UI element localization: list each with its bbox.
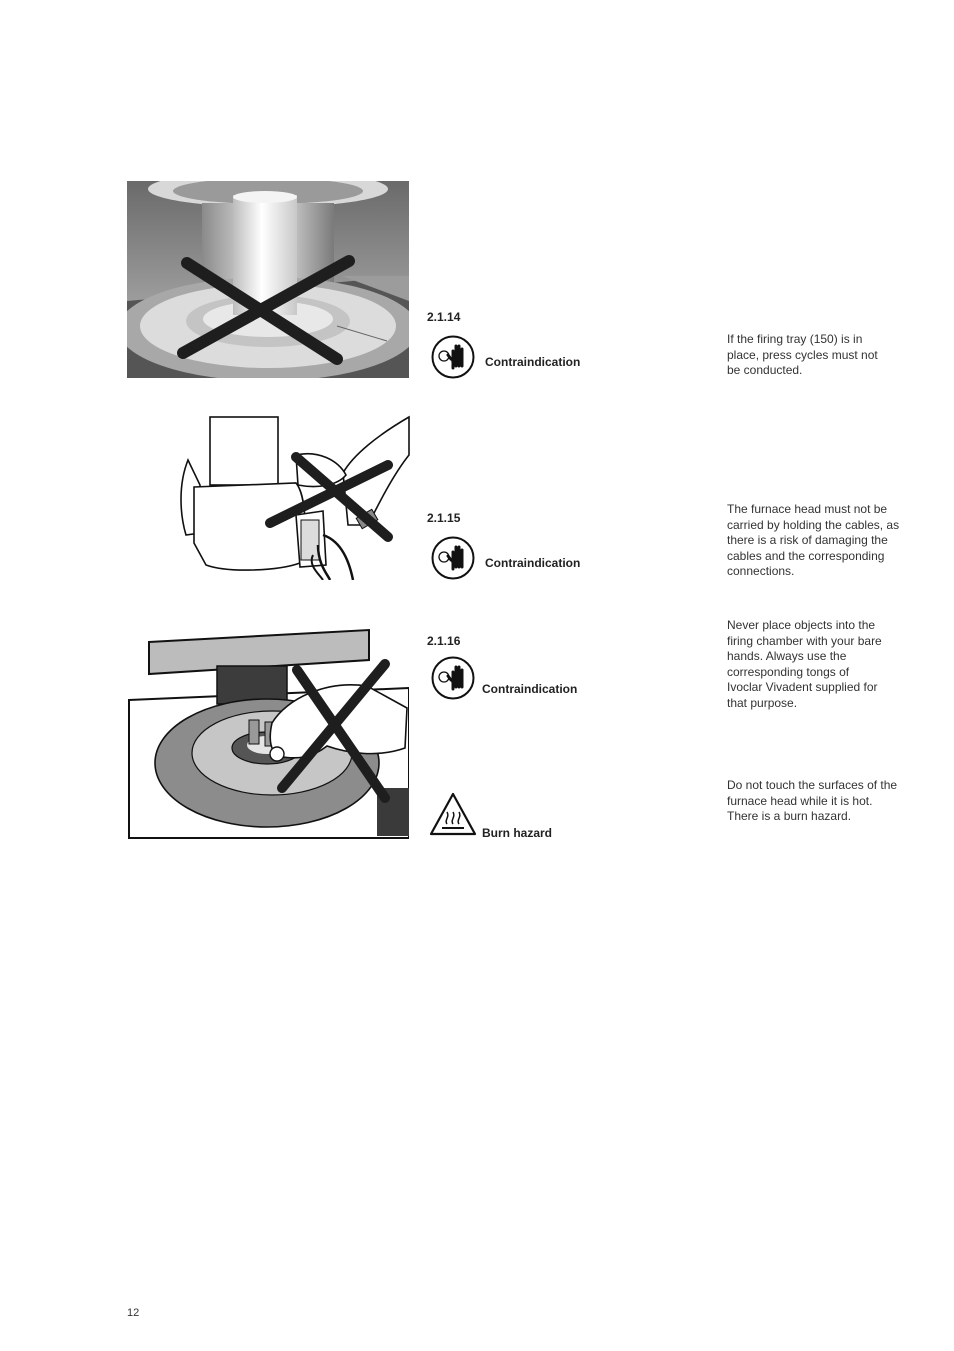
text-line: corresponding tongs of — [727, 664, 850, 679]
text-line: hands. Always use the — [727, 649, 847, 663]
text-line: that purpose. — [727, 695, 798, 710]
burn-hazard-sign — [429, 792, 477, 841]
contraindication-label: Contraindication — [485, 355, 581, 369]
burn-hazard-text — [727, 778, 927, 825]
stop-hand-icon — [431, 536, 477, 580]
contraindication-label: Contraindication — [482, 682, 578, 696]
section-text — [727, 332, 927, 379]
text-line: there is a risk of damaging the — [727, 533, 888, 547]
stop-hand-icon — [431, 656, 477, 700]
text-line: be conducted. — [727, 363, 803, 377]
firing-tray-press-crossed-illustration — [127, 181, 409, 378]
contraindication-sign — [431, 656, 477, 705]
bare-hand-firing-chamber-crossed-illustration — [127, 628, 409, 840]
text-line: connections. — [727, 564, 795, 578]
contraindication-sign — [431, 536, 477, 585]
text-line: cables and the corresponding — [727, 548, 885, 563]
text-line: If the firing tray (150) is in — [727, 332, 863, 346]
section-text — [727, 618, 927, 711]
contraindication-label: Contraindication — [485, 556, 581, 570]
section-text — [727, 502, 927, 580]
burn-hazard-label: Burn hazard — [482, 826, 553, 840]
hot-surface-warning-icon — [429, 792, 477, 836]
text-line: firing chamber with your bare — [727, 633, 882, 648]
page-number: 12 — [127, 1307, 140, 1319]
section-number: 2.1.15 — [427, 511, 461, 525]
text-line: The furnace head must not be — [727, 502, 888, 516]
text-line: furnace head while it is hot. — [727, 793, 873, 808]
stop-hand-icon — [431, 335, 477, 379]
text-line: There is a burn hazard. — [727, 809, 852, 823]
text-line: Never place objects into the — [727, 618, 876, 632]
section-number: 2.1.14 — [427, 310, 461, 324]
text-line: Do not touch the surfaces of the — [727, 778, 898, 792]
text-line: Ivoclar Vivadent supplied for — [727, 680, 878, 694]
text-line: place, press cycles must not — [727, 347, 878, 362]
text-line: carried by holding the cables, as — [727, 517, 900, 532]
section-number: 2.1.16 — [427, 634, 461, 648]
contraindication-sign — [431, 335, 477, 384]
furnace-head-cables-crossed-illustration — [178, 415, 410, 580]
